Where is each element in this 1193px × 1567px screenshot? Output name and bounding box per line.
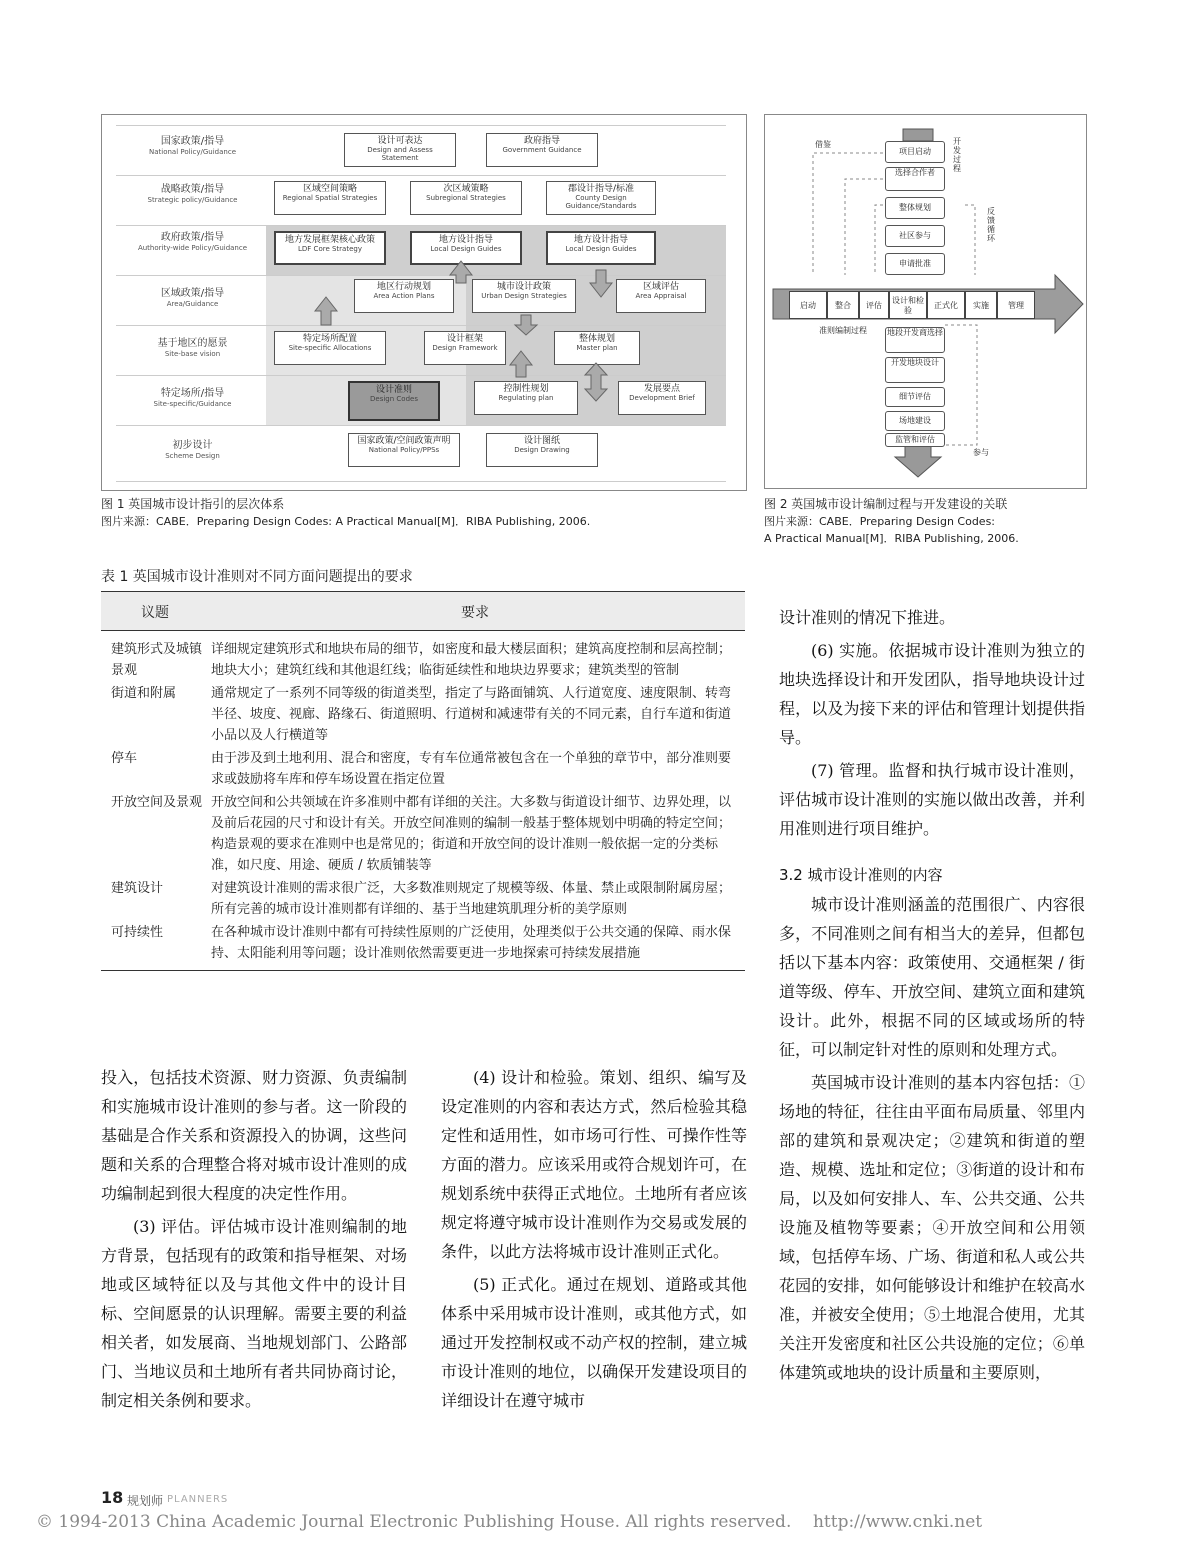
cell-requirement: 开放空间和公共领域在许多准则中都有详细的关注。大多数与街道设计细节、边界处理，以及前后花园的尺寸和设计有关。开放空间准则的编制一般基于整体规划中明确的特定空间；构造景观的要求在准则中也是常见的；街道和开放空间的设计准则一般依据一定的分类标准，如尺度、用途、硬质 / 软质铺装等 — [211, 795, 732, 873]
page-number: 18 — [101, 1488, 124, 1507]
up-arrow — [315, 297, 337, 325]
flow-project-start: 项目启动 — [885, 141, 945, 163]
label-feedback: 反馈循环 — [987, 207, 995, 243]
cell-requirement: 详细规定建筑形式和地块布局的细节，如密度和最大楼层面积；建筑高度控制和层高控制；地块大小；建筑红线和其他退红线；临街延续性和地块边界要求；建筑类型的管制 — [211, 642, 732, 678]
box-regional-strategy: 区域空间策略 Regional Spatial Strategies — [274, 181, 386, 215]
box-urban-design-strategies: 城市设计政策 Urban Design Strategies — [472, 279, 576, 313]
flow-apply: 申请批准 — [885, 253, 945, 275]
figure-1-source: 图片来源：CABE．Preparing Design Codes: A Practical Manual[M]．RIBA Publishing, 2006. — [101, 515, 591, 528]
section-heading: 3.2 城市设计准则的内容 — [779, 866, 943, 884]
bar-assess: 评估 — [859, 291, 889, 319]
paragraph: (4) 设计和检验。策划、组织、编写及设定准则的内容和表达方式，然后检验其稳定性和适用性，如市场可行性、可操作性等方面的潜力。应该采用或符合规划许可，在规划系统中获得正式地位。土地所有者应该规定将遵守城市设计准则作为交易或发展的条件，以此方法将城市设计准则正式化。 — [441, 1068, 747, 1261]
box-regulating-plan: 控制性规划 Regulating plan — [474, 381, 578, 415]
box-site-allocations: 特定场所配置 Site-specific Allocations — [274, 331, 386, 365]
copyright-notice: © 1994-2013 China Academic Journal Electronic Publishing House. All rights reserved. http://www.cnki.net — [36, 1512, 983, 1532]
bar-implement: 实施 — [965, 291, 997, 319]
flow-master-plan: 整体规划 — [885, 197, 945, 219]
table-row — [101, 748, 745, 790]
figure-2-source-1: 图片来源：CABE．Preparing Design Codes: — [764, 515, 996, 528]
cell-topic: 建筑形式及城镇景观 — [111, 642, 203, 678]
box-area-action-plans: 地区行动规划 Area Action Plans — [354, 279, 454, 313]
figure-1-arrows — [116, 125, 728, 480]
table-1-title: 表 1 英国城市设计准则对不同方面问题提出的要求 — [101, 569, 413, 585]
journal-name-zh: 规划师 — [127, 1494, 164, 1508]
figure-2-source-2: A Practical Manual[M]．RIBA Publishing, 2006. — [764, 532, 1019, 545]
bar-manage: 管理 — [997, 291, 1035, 319]
cell-requirement: 在各种城市设计准则中都有可持续性原则的广泛使用，处理类似于公共交通的保障、雨水保持、太阳能利用等问题；设计准则依然需要更进一步地探索可持续发展措施 — [211, 925, 732, 961]
box-local-design-guides-1: 地方设计指导 Local Design Guides — [410, 231, 522, 265]
cell-topic: 开放空间及景观 — [111, 795, 203, 810]
flow-select-partner: 选择合作者 — [885, 167, 945, 191]
down-arrow — [515, 315, 537, 335]
cell-requirement: 通常规定了一系列不同等级的街道类型，指定了与路面铺筑、人行道宽度、速度限制、转弯半径、坡度、视廊、路缘石、街道照明、行道树和减速带有关的不同元素，自行车道和街道小品以及人行横道等 — [211, 686, 732, 743]
cell-requirement: 由于涉及到土地利用、混合和密度，专有车位通常被包含在一个单独的章节中，部分准则要求或鼓励将车库和停车场设置在指定位置 — [211, 751, 732, 787]
paragraph: (3) 评估。评估城市设计准则编制的地方背景，包括现有的政策和指导框架、对场地或区域特征以及与其他文件中的设计目标、空间愿景的认识理解。需要主要的利益相关者，如发展商、当地规划部门、公路部门、当地议员和土地所有者共同协商讨论，制定相关条例和要求。 — [101, 1217, 407, 1410]
box-government-guidance: 政府指导 Government Guidance — [486, 133, 598, 167]
figure-2-title: 图 2 英国城市设计编制过程与开发建设的关联 — [764, 497, 1008, 511]
box-design-framework: 设计框架 Design Framework — [424, 331, 506, 365]
figure-1-diagram — [116, 125, 728, 480]
cell-requirement: 对建筑设计准则的需求很广泛，大多数准则规定了规模等级、体量、禁止或限制附属房屋；所有完善的城市设计准则都有详细的、基于当地建筑肌理分析的美学原则 — [211, 881, 732, 917]
journal-name-en: PLANNERS — [167, 1494, 229, 1505]
figure-1-title: 图 1 英国城市设计指引的层次体系 — [101, 497, 285, 511]
up-arrow — [450, 261, 472, 283]
label-participation: 参与 — [973, 448, 989, 457]
box-subregional-strategy: 次区域策略 Subregional Strategies — [410, 181, 522, 215]
paragraph: (6) 实施。依据城市设计准则为独立的地块选择设计和开发团队，指导地块设计过程，以及为接下来的评估和管理计划提供指导。 — [779, 641, 1085, 747]
box-design-drawing: 设计图纸 Design Drawing — [486, 433, 598, 467]
figure-2 — [764, 114, 1087, 489]
figure-1-caption — [101, 496, 761, 530]
double-arrow — [590, 270, 612, 297]
row-label: 特定场所/指导 Site-specific/Guidance — [153, 388, 232, 408]
paragraph: 英国城市设计准则的基本内容包括：①场地的特征，往往由平面布局质量、邻里内部的建筑和景观决定；②建筑和街道的塑造、规模、选址和定位；③街道的设计和布局，以及如何安排人、车、公共交通、公共设施及植物等要素；④开放空间和公用领域，包括停车场、广场、街道和私人或公共花园的安排，如何能够设计和维护在较高水准，并被安全使用；⑤土地混合使用，尤其关注开发密度和社区公共设施的定位；⑥单体建筑或地块的设计质量和主要原则， — [779, 1073, 1085, 1382]
paragraph: 城市设计准则涵盖的范围很广、内容很多，不同准则之间有相当大的差异，但都包括以下基本内容：政策使用、交通框架 / 街道等级、停车、开放空间、建筑立面和建筑设计。此外，根据不同的区域或场所的特征，可以制定针对性的原则和处理方式。 — [779, 895, 1085, 1059]
paragraph: (5) 正式化。通过在规划、道路或其他体系中采用城市设计准则，或其他方式，如通过开发控制权或不动产权的控制，建立城市设计准则的地位，以确保开发建设项目的详细设计在遵守城市 — [441, 1275, 747, 1410]
left-column — [101, 1063, 407, 1415]
right-column — [779, 603, 1085, 1387]
table-row — [101, 792, 745, 876]
figure-2-caption — [764, 496, 1094, 547]
table-row — [101, 683, 745, 746]
table-row — [101, 922, 745, 964]
flow-monitor: 监管和评估 — [885, 433, 945, 447]
middle-column — [441, 1063, 747, 1415]
box-county-guidance: 郡设计指导/标准 County Design Guidance/Standards — [546, 181, 656, 215]
table-body — [101, 631, 745, 971]
cell-topic: 建筑设计 — [111, 881, 164, 896]
box-ldf-core: 地方发展框架核心政策 LDF Core Strategy — [274, 231, 386, 265]
box-development-brief: 发展要点 Development Brief — [618, 381, 706, 415]
flow-plot-design: 开发地块设计 — [885, 357, 945, 383]
label-dev-process: 开发过程 — [953, 137, 961, 173]
table-row — [101, 639, 745, 681]
label-code-process: 准则编制过程 — [819, 326, 867, 335]
flow-developer-select: 地段开发商选择 — [885, 327, 945, 353]
figure-1 — [101, 114, 747, 491]
double-arrow — [585, 363, 607, 401]
bar-design-test: 设计和检验 — [889, 291, 927, 319]
flow-site-build: 场地建设 — [885, 411, 945, 431]
header-requirement: 要求 — [461, 605, 489, 621]
table-row — [101, 878, 745, 920]
row-label: 政府政策/指导 Authority-wide Policy/Guidance — [137, 232, 248, 252]
box-local-design-guides-2: 地方设计指导 Local Design Guides — [546, 231, 656, 265]
box-design-access: 设计可表达 Design and Assess Statement — [344, 133, 456, 167]
flow-community: 社区参与 — [885, 225, 945, 247]
bar-formalize: 正式化 — [927, 291, 965, 319]
row-label: 战略政策/指导 Strategic policy/Guidance — [147, 184, 238, 204]
box-design-codes: 设计准则 Design Codes — [348, 381, 440, 421]
row-label: 区域政策/指导 Area/Guidance — [160, 288, 225, 308]
bar-integrate: 整合 — [827, 291, 859, 319]
header-topic: 议题 — [141, 605, 169, 621]
table-header — [101, 591, 745, 631]
row-label: 国家政策/指导 National Policy/Guidance — [148, 136, 237, 156]
paragraph: 投入，包括技术资源、财力资源、负责编制和实施城市设计准则的参与者。这一阶段的基础是合作关系和资源投入的协调，这些问题和关系的合理整合将对城市设计准则的成功编制起到很大程度的决定性作用。 — [101, 1068, 407, 1203]
paragraph: (7) 管理。监督和执行城市设计准则，评估城市设计准则的实施以做出改善，并利用准则进行项目维护。 — [779, 761, 1085, 838]
flow-detail-assess: 细节评估 — [885, 387, 945, 407]
label-borrow: 借鉴 — [815, 140, 831, 149]
table-1 — [101, 591, 745, 971]
cell-topic: 可持续性 — [111, 925, 164, 940]
cell-topic: 停车 — [111, 751, 138, 766]
bar-start: 启动 — [789, 291, 827, 319]
cell-topic: 街道和附属 — [111, 686, 177, 701]
up-arrow — [510, 351, 532, 377]
box-national-policy-ppss: 国家政策/空间政策声明 National Policy/PPSs — [348, 433, 460, 467]
box-master-plan: 整体规划 Master plan — [554, 331, 640, 365]
box-area-appraisal: 区域评估 Area Appraisal — [616, 279, 706, 313]
row-label: 基于地区的愿景 Site-base vision — [157, 338, 228, 358]
paragraph: 设计准则的情况下推进。 — [779, 608, 956, 627]
row-label: 初步设计 Scheme Design — [165, 440, 220, 460]
